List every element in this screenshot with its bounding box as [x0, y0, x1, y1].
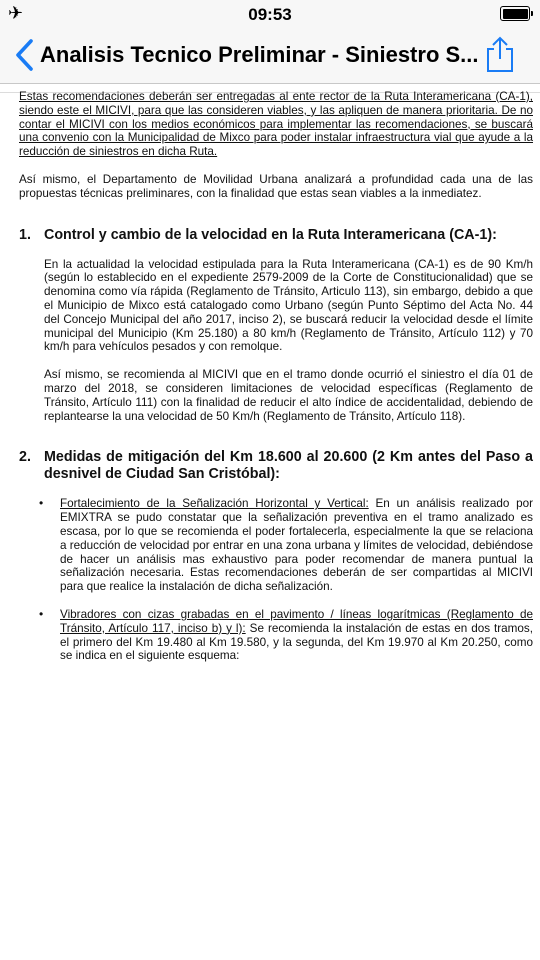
bullet-icon: •	[39, 606, 44, 621]
document-content	[19, 90, 533, 663]
section2-heading	[19, 449, 533, 483]
chevron-left-icon[interactable]	[12, 38, 38, 72]
bullet2-text: Se recomienda la instalación de estas en dos tramos, el primero del Km 19.480 al Km 19.580, y la segunda, del Km 19.970 al Km 20.250, como se indica en el siguiente esquema:	[60, 621, 533, 663]
section1-title: Control y cambio de la velocidad en la Ruta Interamericana (CA-1):	[44, 226, 497, 243]
battery-fill	[503, 9, 528, 19]
section1-number: 1.	[19, 226, 31, 243]
status-bar	[0, 0, 540, 28]
section2-number: 2.	[19, 449, 31, 466]
bullet-icon: •	[39, 496, 44, 511]
section1-heading	[19, 227, 533, 244]
section2-title: Medidas de mitigación del Km 18.600 al 20.600 (2 Km antes del Paso a desnivel de Ciudad San Cristóbal):	[44, 449, 533, 483]
battery-icon	[500, 6, 530, 21]
second-paragraph: Así mismo, el Departamento de Movilidad Urbana analizará a profundidad cada una de las propuestas técnicas preliminares, con la finalidad que estas sean viables a la inmediatez.	[19, 172, 533, 200]
section1-paragraph2: Así mismo, se recomienda al MICIVI que en el tramo donde ocurrió el siniestro el día 01 de marzo del 2018, se consideren limitaciones de velocidad específicas (Reglamento de Tránsito, Artículo 111) con la finalidad de reducir el alto índice de accidentalidad, debiendo de replantearse la una velocidad de 50 Km/h (Reglamento de Tránsito, Artículo 118).	[44, 368, 533, 423]
navigation-bar	[0, 28, 540, 84]
bullet2-title: Vibradores con cizas grabadas en el pavimento / líneas logarítmicas (Reglamento de Tránsito, Artículo 117, inciso b) y l):	[60, 607, 533, 635]
section1-paragraph1: En la actualidad la velocidad estipulada para la Ruta Interamericana (CA-1) es de 90 Km/h (según lo establecido en el expediente 2579-2009 de la Corte de Constitucionalidad) que se denomina como vía rápida (Reglamento de Tránsito, Articulo 113), sin embargo, debido a que el Municipio de Mixco está catalogado como Urbano (según Punto Séptimo del Acta No. 44 del Concejo Municipal del año 2017, inciso 2), se buscará reducir la velocidad desde el límite municipal del Municipio (Km 25.180) a 80 km/h (Reglamento de Tránsito, Artículo 112) y 70 km/h para vehículos pesados y con remolque.	[44, 257, 533, 354]
list-item	[39, 497, 533, 594]
bullet1-text: En un análisis realizado por EMIXTRA se pudo constatar que la señalización preventiva en el tramo analizado es escasa, por lo que se recomienda el poder fortalecerla, especialmente la que se relaciona a reducción de velocidad por entrar en una zona urbana y límites de velocidad, debiéndose de hacer un análisis mas exhaustivo para poder recomendar de manera puntual la señalización necesaria. Estas recomendaciones deberán de ser compartidas al MICIVI para que realice la instalación de dicha señalización.	[60, 497, 533, 594]
document-title: Analisis Tecnico Preliminar - Siniestro S...	[40, 42, 479, 67]
status-time: 09:53	[248, 5, 292, 24]
airplane-icon: ✈	[8, 3, 24, 24]
bullet1-title: Fortalecimiento de la Señalización Horizontal y Vertical:	[60, 497, 369, 511]
share-icon[interactable]	[484, 36, 516, 74]
intro-paragraph: Estas recomendaciones deberán ser entregadas al ente rector de la Ruta Interamericana (CA-1), siendo este el MICIVI, para que las consideren viables, y las apliquen de manera prioritaria. De no contar el MICIVI con los medios económicos para implementar las recomendaciones, se buscará una convenio con la Municipalidad de Mixco para poder instalar infraestructura vial que ayude a la reducción de siniestros en dicha Ruta.	[19, 90, 533, 159]
list-item	[39, 608, 533, 663]
section2-bullets	[19, 497, 533, 663]
